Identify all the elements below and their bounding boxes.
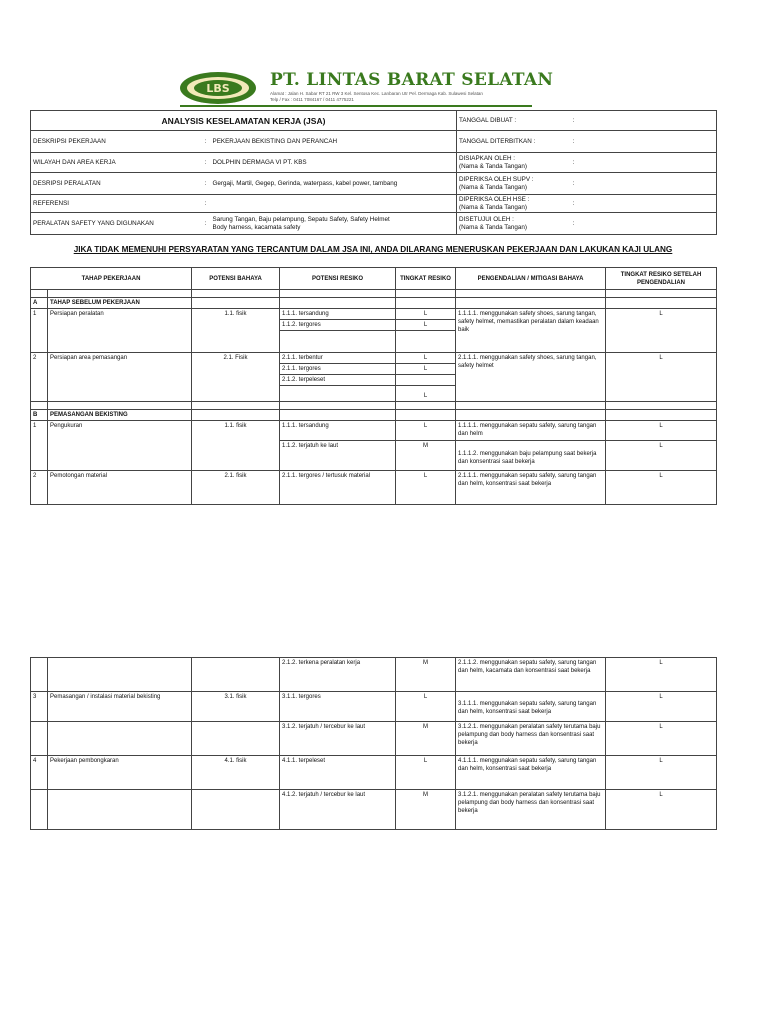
table-row: 1 Persiapan peralatan 1.1. fisik 1.1.1. tersandung L 1.1.1.1. menggunakan safety shoes, sarung tangan, safety helmet, memastikan peralatan dalam keadaan baik L xyxy=(31,309,717,320)
date-issued-value: : xyxy=(573,131,717,153)
equipment-label: DESRIPSI PERALATAN xyxy=(31,173,201,195)
col-header-mitigation: PENGENDALIAN / MITIGASI BAHAYA xyxy=(456,268,606,290)
reference-value xyxy=(211,195,457,213)
prepared-by-value: : xyxy=(573,153,717,173)
table-row: 2 Pemotongan material 2.1. fisik 2.1.1. tergores / tertusuk material L 2.1.1.1. menggunakan sepatu safety, sarung tangan dan helm, konsentrasi saat bekerja L xyxy=(31,471,717,505)
table-row: 2 Persiapan area pemasangan 2.1. Fisik 2.1.1. terbentur L 2.1.1.1. menggunakan safety shoes, sarung tangan, safety helmet L xyxy=(31,353,717,364)
date-created-value: : xyxy=(573,111,717,131)
col-header-level: TINGKAT RESIKO xyxy=(396,268,456,290)
header-divider xyxy=(180,105,532,107)
col-header-step: TAHAP PEKERJAAN xyxy=(31,268,192,290)
col-header-hazard: POTENSI BAHAYA xyxy=(192,268,280,290)
jsa-title: ANALYSIS KESELAMATAN KERJA (JSA) xyxy=(31,111,457,131)
table-row: 1.1.2. tergores L xyxy=(31,320,717,331)
company-logo-icon xyxy=(178,70,258,106)
job-description-value: PEKERJAAN BEKISTING DAN PERANCAH xyxy=(211,131,457,153)
table-row: 1.1.2. terjatuh ke laut M 1.1.1.2. menggunakan baju pelampung saat bekerja dan konsentrasi saat bekerja L xyxy=(31,441,717,471)
table-header xyxy=(31,268,717,290)
col-header-risk: POTENSI RESIKO xyxy=(280,268,396,290)
work-area-label: WILAYAH DAN AREA KERJA xyxy=(31,153,201,173)
checked-supv-value: : xyxy=(573,173,717,195)
section-row: A TAHAP SEBELUM PEKERJAAN xyxy=(31,298,717,309)
col-header-level-after: TINGKAT RESIKO SETELAH PENGENDALIAN xyxy=(606,268,717,290)
svg-text:LBS: LBS xyxy=(206,82,230,95)
date-created-label: TANGGAL DIBUAT : xyxy=(457,111,573,131)
table-row: 2.1.2. terkena peralatan kerja M 2.1.1.2. menggunakan sepatu safety, sarung tangan dan helm, kacamata dan konsentrasi saat bekerja L xyxy=(31,658,717,692)
checked-supv-label: DIPERIKSA OLEH SUPV : (Nama & Tanda Tangan) xyxy=(457,173,573,195)
table-row: 1 Pengukuran 1.1. fisik 1.1.1. tersandung L 1.1.1.1. menggunakan sepatu safety, sarung tangan dan helm L xyxy=(31,421,717,441)
section-row: B PEMASANGAN BEKISTING xyxy=(31,410,717,421)
approved-by-label: DISETUJUI OLEH : (Nama & Tanda Tangan) xyxy=(457,213,573,235)
company-header xyxy=(178,68,554,108)
table-row: 3.1.2. terjatuh / tercebur ke laut M 3.1.2.1. menggunakan peralatan safety terutama baju pelampung dan body harness dan konsentrasi saat bekerja L xyxy=(31,722,717,756)
company-address: Alamat : Jalan H. Sabar RT 21 RW 3 Kel. Sentosa Kec. Lanbaran Utr Pel. Dermaga Kab. Sulawesi Selatan Telp / Fax : 0411 7084167 / 0411 4775221 xyxy=(270,91,483,102)
checked-hse-value: : xyxy=(573,195,717,213)
table-row: L xyxy=(31,386,717,402)
table-row: 3 Pemasangan / instalasi material bekisting 3.1. fisik 3.1.1. tergores L 3.1.1.1. menggunakan sepatu safety, sarung tangan dan helm, konsentrasi saat bekerja L xyxy=(31,692,717,722)
jsa-table xyxy=(30,267,717,505)
table-row: 4.1.2. terjatuh / tercebur ke laut M 3.1.2.1. menggunakan peralatan safety terutama baju pelampung dan body harness dan konsentrasi saat bekerja L xyxy=(31,790,717,830)
job-description-label: DESKRIPSI PEKERJAAN xyxy=(31,131,201,153)
warning-notice: JIKA TIDAK MEMENUHI PERSYARATAN YANG TERCANTUM DALAM JSA INI, ANDA DILARANG MENERUSKAN PEKERJAAN DAN LAKUKAN KAJI ULANG xyxy=(73,245,673,254)
table-row: 4 Pekerjaan pembongkaran 4.1. fisik 4.1.1. terpeleset L 4.1.1.1. menggunakan sepatu safety, sarung tangan dan helm, konsentrasi saat bekerja L xyxy=(31,756,717,790)
jsa-info-table: ANALYSIS KESELAMATAN KERJA (JSA) TANGGAL DIBUAT : : DESKRIPSI PEKERJAAN : PEKERJAAN BEKISTING DAN PERANCAH TANGGAL DITERBITKAN : : WILAYAH DAN AREA KERJA : DOLPHIN DERMAGA VI PT. KBS DISIAPKAN OLEH : (Nama & Tanda Tangan) : DESRIPSI PERALATAN : Gergaji, Martil, Gegep, Gerinda, waterpass, kabel power, tambang DIPERIKSA OLEH SUPV : (Nama & Tanda Tangan) : REFERENSI : DIPERIKSA OLEH HSE : (Nama & Tanda Tangan) : PERALATAN SAFETY YANG DIGUNAKAN : Sarung Tangan, Baju pelampung, Sepatu Safety, Safety Helmet Body harness, kacamata safety DISETUJUI OLEH : (Nama & Tanda Tangan) : xyxy=(30,110,717,235)
approved-by-value: : xyxy=(573,213,717,235)
equipment-value: Gergaji, Martil, Gegep, Gerinda, waterpass, kabel power, tambang xyxy=(211,173,457,195)
table-row: 2.1.2. terpeleset xyxy=(31,375,717,386)
company-name: PT. LINTAS BARAT SELATAN xyxy=(270,70,554,90)
reference-label: REFERENSI xyxy=(31,195,201,213)
jsa-table-continued xyxy=(30,657,717,830)
work-area-value: DOLPHIN DERMAGA VI PT. KBS xyxy=(211,153,457,173)
safety-equipment-value: Sarung Tangan, Baju pelampung, Sepatu Safety, Safety Helmet Body harness, kacamata safety xyxy=(211,213,457,235)
prepared-by-label: DISIAPKAN OLEH : (Nama & Tanda Tangan) xyxy=(457,153,573,173)
date-issued-label: TANGGAL DITERBITKAN : xyxy=(457,131,573,153)
safety-equipment-label: PERALATAN SAFETY YANG DIGUNAKAN xyxy=(31,213,201,235)
checked-hse-label: DIPERIKSA OLEH HSE : (Nama & Tanda Tangan) xyxy=(457,195,573,213)
table-row: 2.1.1. tergores L xyxy=(31,364,717,375)
